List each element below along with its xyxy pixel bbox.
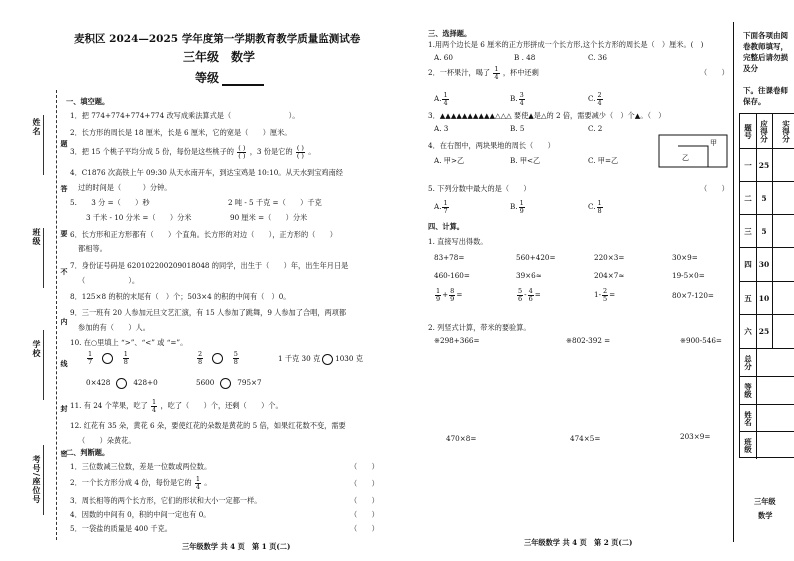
level-blank: [222, 84, 264, 86]
choice-3-b: B. 5: [510, 124, 525, 133]
judge-1-paren: （ ）: [350, 462, 379, 471]
q11: 11. 有 24 个苹果，吃了 $\frac{1}{4}$ ，吃了（ ）个，还剩（ ）个。: [70, 398, 283, 414]
binding-school-label: 学校: [32, 340, 42, 358]
score-a[interactable]: [772, 248, 794, 282]
choice-1: 1.用两个边长是 6 厘米的正方形拼成一个长方形,这个长方形的周长是（ ）厘米。( ): [428, 40, 704, 49]
choice-4-b: B. 甲<乙: [510, 156, 541, 165]
q12-line1: 12. 红花有 35 朵，黄花 6 朵，要使红花的朵数是黄花的 5 倍，如果红花数不变，需要: [70, 421, 346, 430]
seal-char: 线: [60, 360, 69, 368]
compare-circle[interactable]: [220, 378, 231, 389]
calc-r1c4: 30×9=: [672, 253, 698, 262]
score-s: 25: [756, 149, 772, 182]
judge-2: 2．一个长方形分成 4 份，每份是它的 $\frac{1}{4}$ 。: [70, 475, 212, 491]
score-a[interactable]: [772, 315, 794, 349]
grade-subject: 三年级 数学: [183, 50, 256, 64]
choice-2-paren: （ ）: [700, 68, 729, 77]
sidebar-note: 下面各项由阅卷教师填写，完整后请勿损及分: [743, 31, 788, 73]
calc-vertical: 2. 列竖式计算，带米的要验算。: [428, 323, 531, 332]
seal-char: 内: [60, 318, 69, 326]
score-total-value[interactable]: [756, 349, 794, 377]
score-name-value[interactable]: [756, 405, 794, 432]
school-write-line: [43, 330, 44, 400]
choice-3: 3．▲▲▲▲▲▲▲▲▲▲△△△ 要使▲是△的 2 倍，需要减少（ ）个▲。（ ）: [428, 111, 666, 120]
calc-r3c4: 80×7-120=: [672, 291, 714, 300]
score-level-label: 等级: [740, 377, 756, 405]
q5-a1: 5. 3 分 =（ ）秒: [70, 198, 150, 207]
choice-3-a: A. 3: [434, 124, 449, 133]
score-total-label: 总分: [740, 349, 756, 377]
q7-line2: （ ）。: [78, 276, 140, 285]
seal-char: 封: [60, 405, 69, 413]
right-footer: 三年级数学 共 4 页 第 2 页(二): [524, 538, 633, 547]
q2: 2．长方形的周长是 18 厘米，长是 6 厘米，它的宽是（ ）厘米。: [70, 128, 292, 137]
q10-row2: 0×428 428+0: [86, 378, 158, 387]
section-fill-blank: 一、填空题。: [66, 97, 110, 106]
orchard-yi-label: 乙: [682, 154, 689, 162]
score-head-actual: 实得分: [772, 114, 794, 149]
score-s: 5: [756, 182, 772, 215]
compare-circle[interactable]: [102, 353, 113, 364]
left-footer: 三年级数学 共 4 页 第 1 页(二): [182, 542, 291, 551]
score-name-label: 姓名: [740, 405, 756, 432]
choice-2-b: B. $\frac{3}{4}$: [510, 91, 524, 107]
q6-line1: 6．长方形和正方形都有（ ）个直角。长方形的对边（ ），正方形的（ ）: [70, 230, 337, 239]
judge-1: 1．三位数减三位数，差是一位数或两位数。: [70, 462, 212, 471]
score-q: 五: [740, 282, 756, 315]
class-write-line: [43, 228, 44, 288]
binding-name-label: 姓名: [32, 118, 42, 136]
binding-exam-no-label: 考号/座位号: [32, 455, 42, 504]
score-s: 30: [756, 248, 772, 282]
calc-r2c3: 204×7≈: [594, 271, 625, 280]
score-s: 5: [756, 215, 772, 248]
calc-r3c3: 1- $\frac{2}{5}$ =: [594, 287, 616, 303]
compare-circle[interactable]: [116, 378, 127, 389]
q7-line1: 7．身份证号码是 620102200209018048 的同学，出生于（ ）年，出生年月日是: [70, 261, 349, 270]
choice-5-b: B. $\frac{1}{9}$: [510, 199, 524, 215]
judge-4: 4．因数的中间有 0，积的中间一定也有 0。: [70, 510, 211, 519]
q3: 3．把 15 个桃子平均分成 5 份，每份是这些桃子的 $\frac{( )}{( )}$ ，3 份是它的 $\frac{( )}{( )}$ 。: [70, 144, 316, 160]
vertical-3: ※900-546=: [680, 336, 722, 345]
q10-row1-b: $\frac{2}{8}$ $\frac{5}{8}$: [198, 350, 238, 366]
exam-write-line: [43, 445, 44, 515]
binding-class-label: 班级: [32, 228, 42, 246]
choice-1-b: B . 48: [514, 53, 536, 62]
choice-4-a: A. 甲>乙: [434, 156, 465, 165]
choice-1-a: A. 60: [434, 53, 453, 62]
score-a[interactable]: [772, 149, 794, 182]
q10: 10. 在○里填上 “>”、“<” 或 “=”。: [70, 338, 188, 347]
seal-char: 不: [60, 268, 69, 276]
score-q: 六: [740, 315, 756, 349]
calc-r2c2: 39×6≈: [516, 271, 542, 280]
choice-5-c: C. $\frac{1}{8}$: [588, 199, 602, 215]
seal-char: 密: [60, 450, 69, 458]
score-class-label: 班级: [743, 438, 753, 453]
level-label: 等级: [195, 71, 220, 85]
choice-2-c: C. $\frac{2}{4}$: [588, 91, 602, 107]
q10-row1-c: 1 千克 30 克 1030 克: [278, 354, 363, 363]
q8: 8．125×8 的积的末尾有（ ）个；503×4 的积的中间有（ ）0。: [70, 292, 291, 301]
score-q: 二: [740, 182, 756, 215]
score-level-value[interactable]: [756, 377, 794, 405]
calc-r1c2: 560+420=: [516, 253, 556, 262]
choice-4: 4．在右图中，两块果地的周长（ ）: [428, 141, 555, 150]
judge-4-paren: （ ）: [350, 510, 379, 519]
judge-5: 5．一袋盐的质量是 400 千克。: [70, 524, 172, 533]
choice-1-c: C. 36: [588, 53, 607, 62]
score-q: 三: [740, 215, 756, 248]
q5-b1: 3 千米 - 10 分米 =（ ）分米: [86, 213, 192, 222]
score-q: 一: [740, 149, 756, 182]
vertical-5: 474×5=: [570, 434, 601, 443]
q10-row2-b: 5600 795×7: [196, 378, 262, 387]
q9-line1: 9．三一班有 20 人参加元旦文艺汇演，有 15 人参加了跳舞，9 人参加了合唱，两项都: [70, 308, 347, 317]
seal-line: [56, 90, 57, 540]
judge-2-paren: （ ）: [350, 479, 379, 488]
compare-circle[interactable]: [212, 353, 223, 364]
vertical-6: 203×9=: [680, 432, 711, 441]
section-calc: 四、计算。: [428, 222, 464, 231]
orchard-jia-label: 甲: [710, 139, 717, 147]
choice-5-paren: （ ）: [700, 184, 729, 193]
score-table: [739, 113, 794, 458]
vertical-2: ※802-392 =: [566, 336, 611, 345]
judge-3: 3．周长相等的两个长方形，它们的形状和大小一定都一样。: [70, 496, 262, 505]
score-a[interactable]: [772, 215, 794, 248]
q4-line2: 过的时间是（ ）分钟。: [78, 183, 172, 192]
section-choice: 三、选择题。: [428, 29, 472, 38]
q4-line1: 4．C1876 次高铁上午 09:30 从天水南开车，到达宝鸡是 10:10。从天水到宝鸡南经: [70, 168, 343, 177]
calc-r2c4: 19-5×0=: [672, 271, 705, 280]
calc-r1c3: 220×3=: [594, 253, 625, 262]
vertical-4: 470×8=: [446, 434, 477, 443]
q9-line2: 参加的有（ ）人。: [78, 323, 150, 332]
score-class-value[interactable]: [756, 432, 794, 459]
seal-char: 答: [60, 185, 69, 193]
seal-char: 题: [60, 140, 69, 148]
choice-5-a: A. $\frac{1}{7}$: [434, 199, 448, 215]
vertical-1: ※298+366=: [434, 336, 480, 345]
orchard-figure: [658, 134, 728, 168]
sidebar-footer-subject: 数学: [758, 511, 773, 520]
score-q: 四: [740, 248, 756, 282]
section-judge: 二、判断题。: [66, 448, 110, 457]
sidebar-footer-grade: 三年级: [754, 497, 776, 506]
q5-b2: 90 厘米 =（ ）分米: [230, 213, 308, 222]
calc-r3c1: $\frac{1}{9}$ + $\frac{8}{9}$ =: [436, 287, 463, 303]
sidebar-border: [733, 22, 734, 542]
exam-title: 麦积区 2024—2025 学年度第一学期教育教学质量监测试卷: [74, 33, 361, 45]
choice-2: 2．一杯果汁，喝了 $\frac{1}{4}$ ，杯中还剩: [428, 65, 539, 81]
choice-4-c: C. 甲=乙: [588, 156, 619, 165]
name-write-line: [43, 115, 44, 175]
seal-char: 要: [60, 230, 69, 238]
judge-5-paren: （ ）: [350, 524, 379, 533]
calc-r1c1: 83+78=: [434, 253, 465, 262]
q6-line2: 都相等。: [78, 244, 107, 253]
score-a[interactable]: [772, 182, 794, 215]
choice-2-a: A. $\frac{1}{4}$: [434, 91, 448, 107]
q5-a2: 2 吨 - 5 千克 =（ ）千克: [228, 198, 322, 207]
score-a[interactable]: [772, 282, 794, 315]
score-s: 10: [756, 282, 772, 315]
score-head-question: 题号: [740, 114, 756, 149]
calc-r3c2: $\frac{5}{6}$ - $\frac{4}{6}$ =: [518, 287, 541, 303]
choice-3-c: C. 2: [588, 124, 603, 133]
sidebar-note-2: 下。往课卷师保存。: [743, 86, 788, 106]
calc-r2c1: 460-160=: [434, 271, 470, 280]
choice-5: 5. 下列分数中最大的是（ ）: [428, 184, 531, 193]
compare-circle[interactable]: [322, 354, 333, 365]
calc-direct: 1. 直接写出得数。: [428, 237, 488, 246]
q10-row1: $\frac{1}{7}$ $\frac{1}{8}$: [88, 350, 128, 366]
score-s: 25: [756, 315, 772, 349]
score-head-should: 应得分: [756, 114, 772, 149]
q12-line2: （ ）朵黄花。: [78, 436, 136, 445]
q1: 1．把 774+774+774+774 改写成乘法算式是（ ）。: [70, 111, 300, 120]
judge-3-paren: （ ）: [350, 496, 379, 505]
